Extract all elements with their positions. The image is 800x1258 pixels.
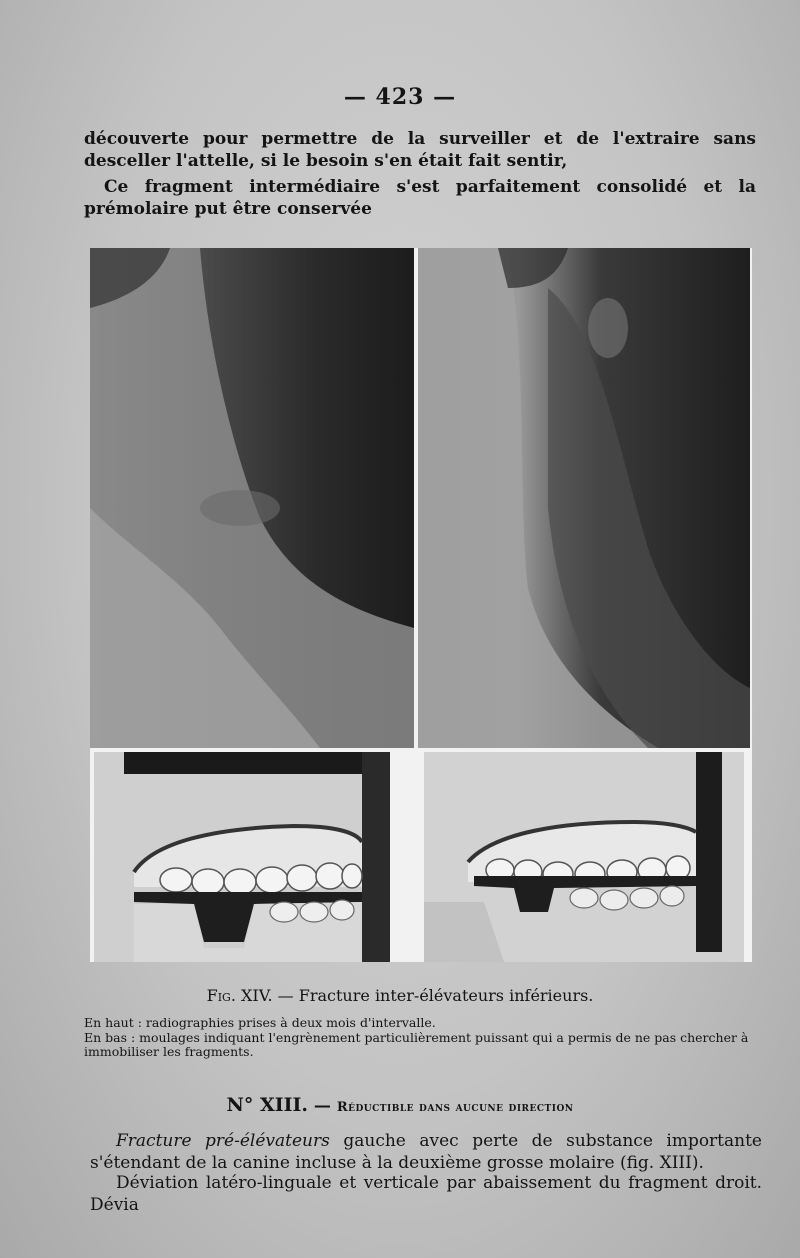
section-dash: —: [307, 1096, 337, 1116]
paragraph-consolidation: Ce fragment intermédiaire s'est parfaitement consolidé et la prémolaire put être conservée: [84, 177, 756, 219]
section-title: Réductible dans aucune direction: [336, 1100, 574, 1115]
radiograph-left: [90, 248, 414, 748]
paragraph-continued: découverte pour permettre de la surveiller et de l'extraire sans desceller l'attelle, si le besoin s'en était fait sentir,: [84, 129, 756, 171]
caption-note-top: En haut : radiographies prises à deux mois d'intervalle.: [84, 1015, 436, 1030]
section-number: N° XIII.: [226, 1094, 308, 1116]
figure-label: Fig. XIV.: [206, 986, 273, 1005]
figure-caption: [0, 986, 800, 1005]
caption-note-bottom: En bas : moulages indiquant l'engrènement particulièrement puissant qui a permis de ne pas chercher à immobiliser les fragments.: [84, 1030, 749, 1059]
dental-cast-right: [424, 752, 744, 962]
figure-xiv: [90, 248, 752, 962]
page-number: — 423 —: [343, 84, 457, 110]
section-heading: [0, 1094, 800, 1116]
fracture-term: Fracture pré-élévateurs: [116, 1131, 330, 1151]
figure-title: — Fracture inter-élévateurs inférieurs.: [272, 986, 594, 1005]
fracture-description: gauche avec perte de substance importante s'étendant de la canine incluse à la deuxième grosse molaire (fig. XIII).: [90, 1131, 762, 1173]
dental-cast-left: [94, 752, 390, 962]
paragraph-fracture: [90, 1130, 762, 1174]
paragraph-deviation: Déviation latéro-linguale et verticale par abaissement du fragment droit. Dévia: [90, 1173, 762, 1215]
radiograph-right: [418, 248, 750, 748]
